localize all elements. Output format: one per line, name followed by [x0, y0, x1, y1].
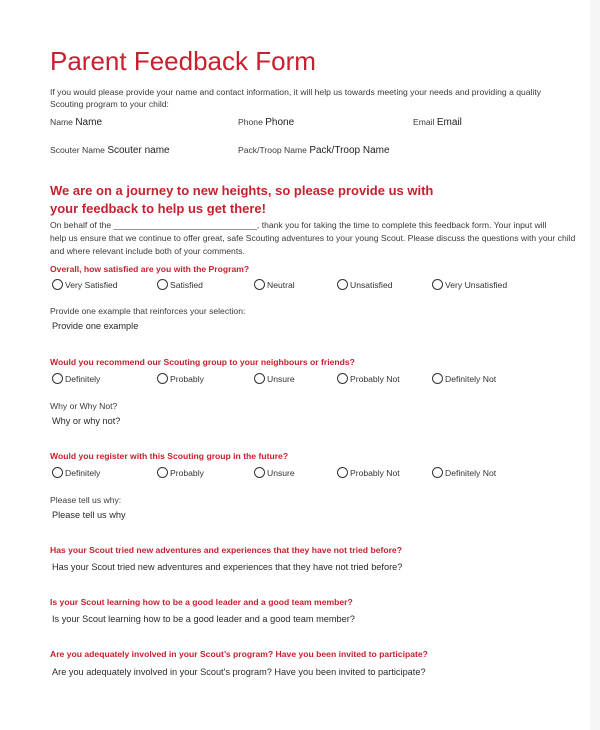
intro-text-line-2: Scouting program to your child: [50, 99, 169, 109]
intro-text-line-1: If you would please provide your name and contact information, it will help us towards meeting your needs and providing a quality [50, 87, 542, 97]
radio-circle-icon[interactable] [52, 373, 63, 384]
q3-option-definitely-not[interactable]: Definitely Not [432, 467, 496, 478]
q2-option-definitely[interactable]: Definitely [52, 373, 100, 384]
q2-radio-group [0, 373, 600, 387]
q3-option-definitely[interactable]: Definitely [52, 467, 100, 478]
name-field[interactable] [50, 117, 102, 128]
body-text-line-3: and where relevant include both of your comments. [50, 246, 245, 256]
q2-option-unsure[interactable]: Unsure [254, 373, 295, 384]
q2-question: Would you recommend our Scouting group to your neighbours or friends? [50, 357, 355, 367]
radio-circle-icon[interactable] [52, 279, 63, 290]
page-edge [590, 0, 600, 730]
radio-circle-icon[interactable] [432, 373, 443, 384]
email-value[interactable]: Email [436, 117, 462, 128]
scouter-name-value[interactable]: Scouter name [107, 145, 170, 156]
q5-question: Is your Scout learning how to be a good leader and a good team member? [50, 597, 353, 607]
scouter-name-field[interactable] [50, 145, 170, 156]
radio-circle-icon[interactable] [254, 279, 265, 290]
q4-answer-field[interactable]: Has your Scout tried new adventures and experiences that they have not tried before? [52, 562, 403, 572]
phone-value[interactable]: Phone [265, 117, 295, 128]
q3-option-probably[interactable]: Probably [157, 467, 204, 478]
q1-option-very-unsatisfied[interactable]: Very Unsatisfied [432, 279, 507, 290]
form-title: Parent Feedback Form [50, 46, 316, 76]
q5-answer-field[interactable]: Is your Scout learning how to be a good leader and a good team member? [52, 614, 355, 624]
pack-troop-field[interactable] [238, 145, 390, 156]
q6-answer-field[interactable]: Are you adequately involved in your Scout's program? Have you been invited to participate? [52, 667, 426, 677]
radio-circle-icon[interactable] [337, 279, 348, 290]
radio-circle-icon[interactable] [157, 279, 168, 290]
q1-option-very-satisfied[interactable]: Very Satisfied [52, 279, 118, 290]
q1-option-neutral[interactable]: Neutral [254, 279, 295, 290]
radio-circle-icon[interactable] [432, 279, 443, 290]
q2-option-probably[interactable]: Probably [157, 373, 204, 384]
email-label: Email [413, 117, 435, 127]
q2-prompt: Why or Why Not? [50, 401, 118, 411]
headline-line-2: your feedback to help us get there! [50, 201, 266, 216]
pack-troop-label: Pack/Troop Name [238, 145, 307, 155]
q1-radio-group [0, 279, 600, 293]
radio-circle-icon[interactable] [432, 467, 443, 478]
feedback-headline [50, 182, 433, 218]
q2-option-probably-not[interactable]: Probably Not [337, 373, 400, 384]
scouter-name-label: Scouter Name [50, 145, 105, 155]
q4-question: Has your Scout tried new adventures and experiences that they have not tried before? [50, 545, 402, 555]
q3-prompt: Please tell us why: [50, 495, 122, 505]
radio-circle-icon[interactable] [157, 373, 168, 384]
q2-option-definitely-not[interactable]: Definitely Not [432, 373, 496, 384]
q1-option-satisfied[interactable]: Satisfied [157, 279, 203, 290]
radio-circle-icon[interactable] [337, 373, 348, 384]
radio-circle-icon[interactable] [254, 373, 265, 384]
q3-answer-field[interactable]: Please tell us why [52, 510, 126, 520]
body-text-line-1: On behalf of the ______________________________, thank you for taking the time to complete this feedback form. Your input will [50, 220, 547, 230]
q3-question: Would you register with this Scouting group in the future? [50, 451, 289, 461]
radio-circle-icon[interactable] [337, 467, 348, 478]
q1-question: Overall, how satisfied are you with the Program? [50, 264, 250, 274]
q3-option-probably-not[interactable]: Probably Not [337, 467, 400, 478]
q3-radio-group [0, 467, 600, 481]
q1-option-unsatisfied[interactable]: Unsatisfied [337, 279, 393, 290]
radio-circle-icon[interactable] [52, 467, 63, 478]
headline-line-1: We are on a journey to new heights, so please provide us with [50, 183, 434, 198]
q1-prompt: Provide one example that reinforces your selection: [50, 306, 246, 316]
q2-answer-field[interactable]: Why or why not? [52, 416, 121, 426]
email-field[interactable] [413, 117, 462, 128]
name-value[interactable]: Name [75, 117, 103, 128]
pack-troop-value[interactable]: Pack/Troop Name [309, 145, 390, 156]
radio-circle-icon[interactable] [157, 467, 168, 478]
q6-question: Are you adequately involved in your Scout’s program? Have you been invited to participate? [50, 649, 428, 659]
radio-circle-icon[interactable] [254, 467, 265, 478]
q3-option-unsure[interactable]: Unsure [254, 467, 295, 478]
phone-field[interactable] [238, 117, 294, 128]
q1-answer-field[interactable]: Provide one example [52, 321, 139, 331]
body-text-line-2: help us ensure that we continue to offer great, safe Scouting adventures to your young Scout. Please discuss the questions with your child [50, 233, 576, 243]
name-label: Name [50, 117, 73, 127]
phone-label: Phone [238, 117, 263, 127]
